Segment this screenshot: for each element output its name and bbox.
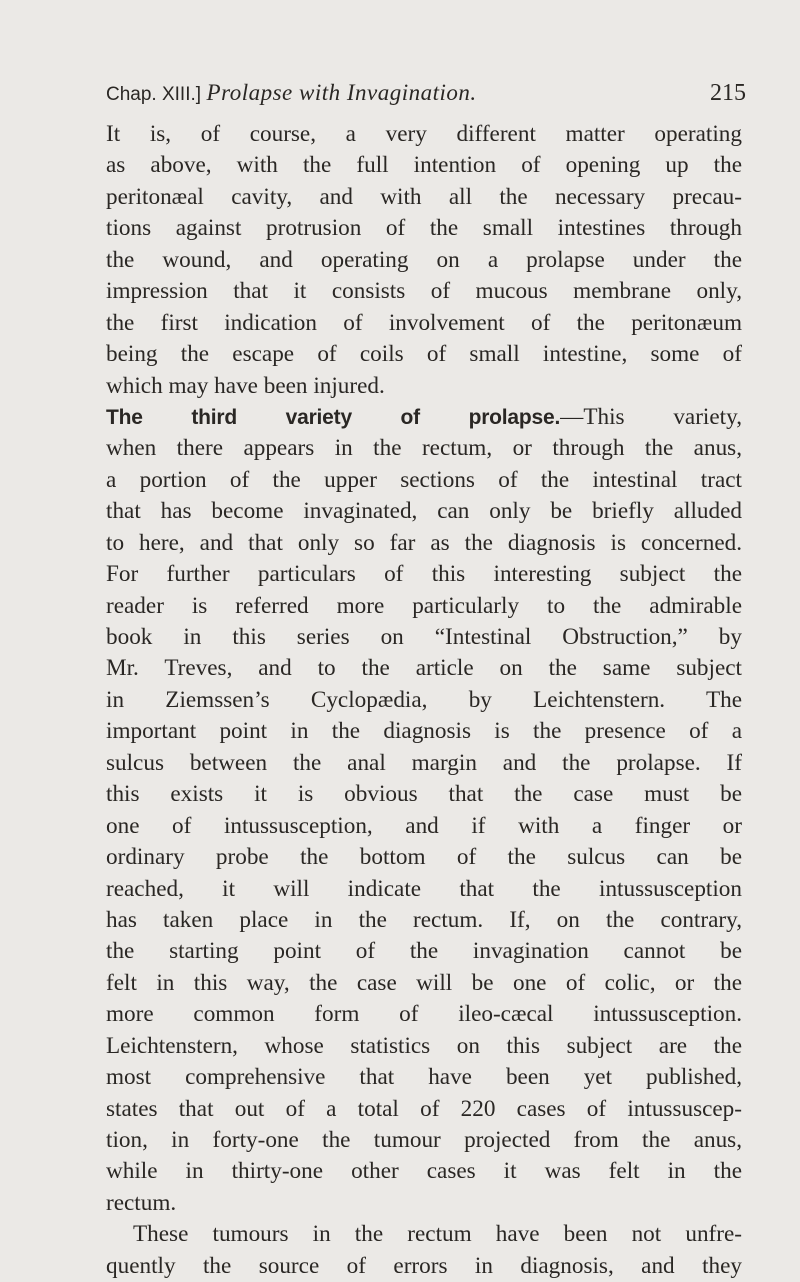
text-line: Leichtenstern, whose statistics on this subject are the (106, 1032, 742, 1059)
text-line: has taken place in the rectum. If, on the contrary, (106, 906, 742, 933)
text-line: the wound, and operating on a prolapse under the (106, 246, 742, 273)
heading-continuation: —This variety, (560, 403, 742, 430)
text-line: For further particulars of this interesting subject the (106, 561, 742, 588)
text-line: a portion of the upper sections of the intestinal tract (106, 466, 742, 493)
text-line: to here, and that only so far as the diagnosis is concerned. (106, 529, 742, 556)
text-line: while in thirty-one other cases it was felt in the (106, 1158, 742, 1185)
text-line: rectum. (106, 1189, 177, 1216)
text-line: as above, with the full intention of opening up the (106, 152, 742, 179)
text-line: reached, it will indicate that the intussusception (106, 875, 742, 902)
text-line: ordinary probe the bottom of the sulcus can be (106, 844, 742, 871)
chapter-reference: Chap. XIII.] (106, 84, 202, 105)
page-number: 215 (710, 80, 746, 106)
text-line: that has become invaginated, can only be briefly alluded (106, 498, 742, 525)
text-line: which may have been injured. (106, 372, 385, 399)
text-line: being the escape of coils of small intestine, some of (106, 341, 742, 368)
paragraph (106, 119, 742, 402)
body-text (106, 119, 742, 1282)
text-line: impression that it consists of mucous membrane only, (106, 278, 742, 305)
text-line: quently the source of errors in diagnosis, and they (106, 1252, 742, 1279)
text-line (106, 402, 742, 433)
text-line: peritonæal cavity, and with all the necessary precau- (106, 183, 742, 210)
text-line: the first indication of involvement of the peritonæum (106, 309, 742, 336)
text-line: most comprehensive that have been yet published, (106, 1064, 742, 1091)
text-line: this exists it is obvious that the case must be (106, 781, 742, 808)
text-line: more common form of ileo-cæcal intussusception. (106, 1001, 742, 1028)
text-line: the starting point of the invagination cannot be (106, 938, 742, 965)
section-heading: The third variety of prolapse. (106, 405, 561, 429)
text-line: book in this series on “Intestinal Obstruction,” by (106, 624, 742, 650)
text-line: one of intussusception, and if with a finger or (106, 812, 742, 839)
text-line: felt in this way, the case will be one of colic, or the (106, 969, 742, 996)
text-line: tions against protrusion of the small intestines through (106, 215, 742, 242)
text-line: states that out of a total of 220 cases of intussuscep- (106, 1095, 742, 1122)
text-line: tion, in forty-one the tumour projected from the anus, (106, 1127, 742, 1153)
text-line: reader is referred more particularly to the admirable (106, 592, 742, 619)
running-header (106, 76, 746, 110)
text-line: sulcus between the anal margin and the prolapse. If (106, 749, 742, 776)
text-line: It is, of course, a very different matter operating (106, 121, 742, 147)
text-line: Mr. Treves, and to the article on the same subject (106, 655, 742, 682)
text-line: when there appears in the rectum, or through the anus, (106, 435, 742, 462)
text-line: These tumours in the rectum have been not unfre- (133, 1221, 742, 1248)
text-line: important point in the diagnosis is the presence of a (106, 718, 742, 745)
paragraph (106, 402, 742, 1219)
running-title: Prolapse with Invagination. (206, 80, 477, 105)
paragraph (106, 1219, 742, 1282)
text-line: in Ziemssen’s Cyclopædia, by Leichtenstern. The (106, 686, 742, 713)
